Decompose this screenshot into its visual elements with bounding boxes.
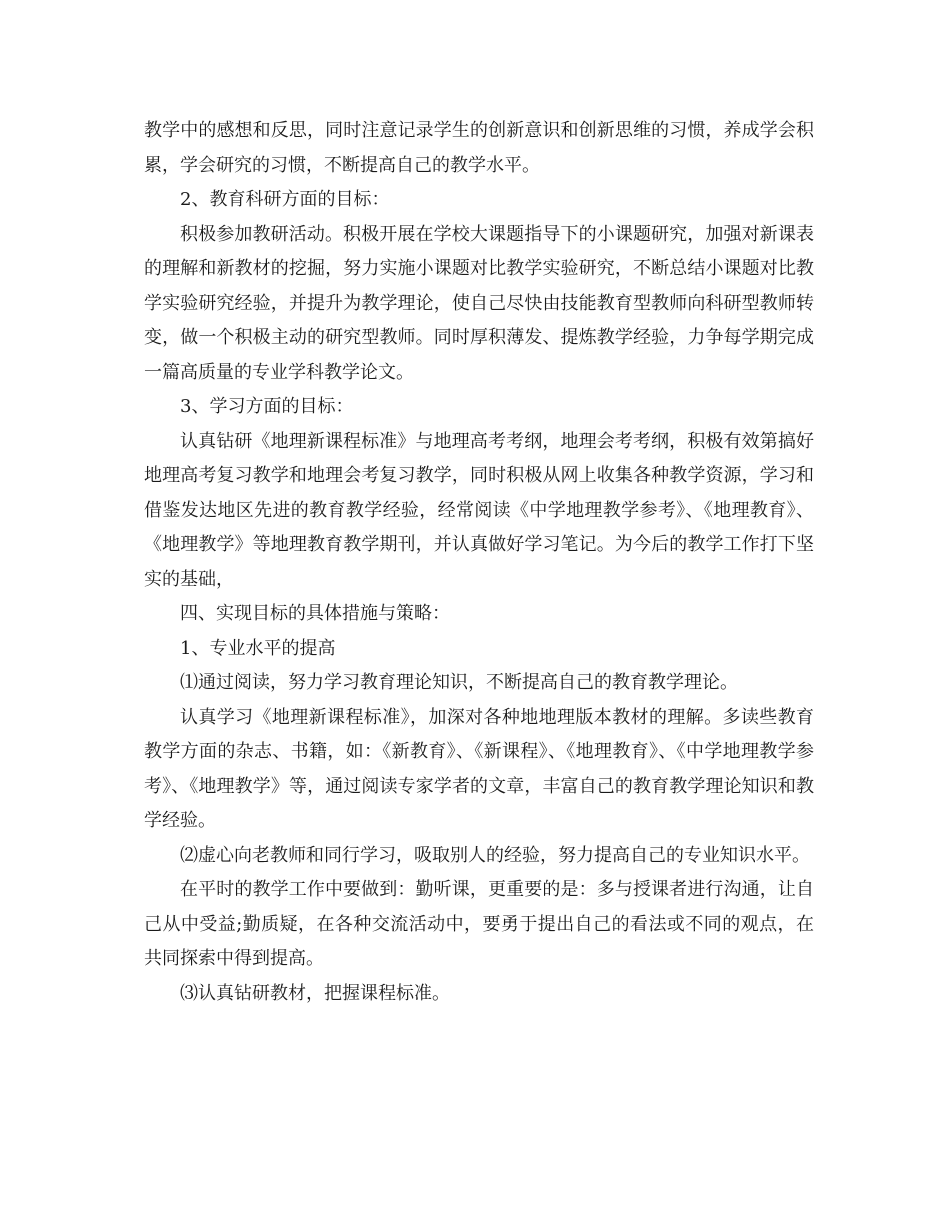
paragraph: ⑴通过阅读，努力学习教育理论知识，不断提高自己的教育教学理论。 <box>180 672 738 693</box>
section-heading: 四、实现目标的具体措施与策略： <box>180 603 450 624</box>
paragraph: ⑶认真钻研教材，把握课程标准。 <box>180 982 450 1004</box>
paragraph: 认真钻研《地理新课程标准》与地理高考考纲，地理会考考纲，积极有效第搞好地理高考复习教学和地理会考复习教学，同时积极从网上收集各种教学资源，学习和借鉴发达地区先进的教育教学经验，经常阅读《中学地理教学参考》、《地理教育》、《地理教学》等地理教育教学期刊，并认真做好学习笔记。为今后的教学工作打下坚实的基础， <box>144 430 814 590</box>
subsection-heading: 1、专业水平的提高 <box>180 637 336 659</box>
paragraph: 认真学习《地理新课程标准》，加深对各种地地理版本教材的理解。多读些教育教学方面的杂志、书籍，如：《新教育》、《新课程》、《地理教育》、《中学地理教学参考》、《地理教学》等，通过阅读专家学者的文章，丰富自己的教育教学理论知识和教学经验。 <box>144 706 814 831</box>
paragraph: ⑵虚心向老教师和同行学习，吸取别人的经验，努力提高自己的专业知识水平。 <box>180 844 810 866</box>
section-heading: 3、学习方面的目标： <box>180 396 354 417</box>
section-heading: 2、教育科研方面的目标： <box>180 189 390 210</box>
paragraph: 教学中的感想和反思，同时注意记录学生的创新意识和创新思维的习惯，养成学会积累，学会研究的习惯，不断提高自己的教学水平。 <box>144 120 814 176</box>
paragraph: 在平时的教学工作中要做到：勤听课，更重要的是：多与授课者进行沟通，让自己从中受益;勤质疑，在各种交流活动中，要勇于提出自己的看法或不同的观点，在共同探索中得到提高。 <box>144 879 814 969</box>
paragraph: 积极参加教研活动。积极开展在学校大课题指导下的小课题研究，加强对新课表的理解和新教材的挖掘，努力实施小课题对比教学实验研究，不断总结小课题对比教学实验研究经验，并提升为教学理论，使自己尽快由技能教育型教师向科研型教师转变，做一个积极主动的研究型教师。同时厚积薄发、提炼教学经验，力争每学期完成一篇高质量的专业学科教学论文。 <box>144 223 814 383</box>
document-body <box>144 114 814 1011</box>
